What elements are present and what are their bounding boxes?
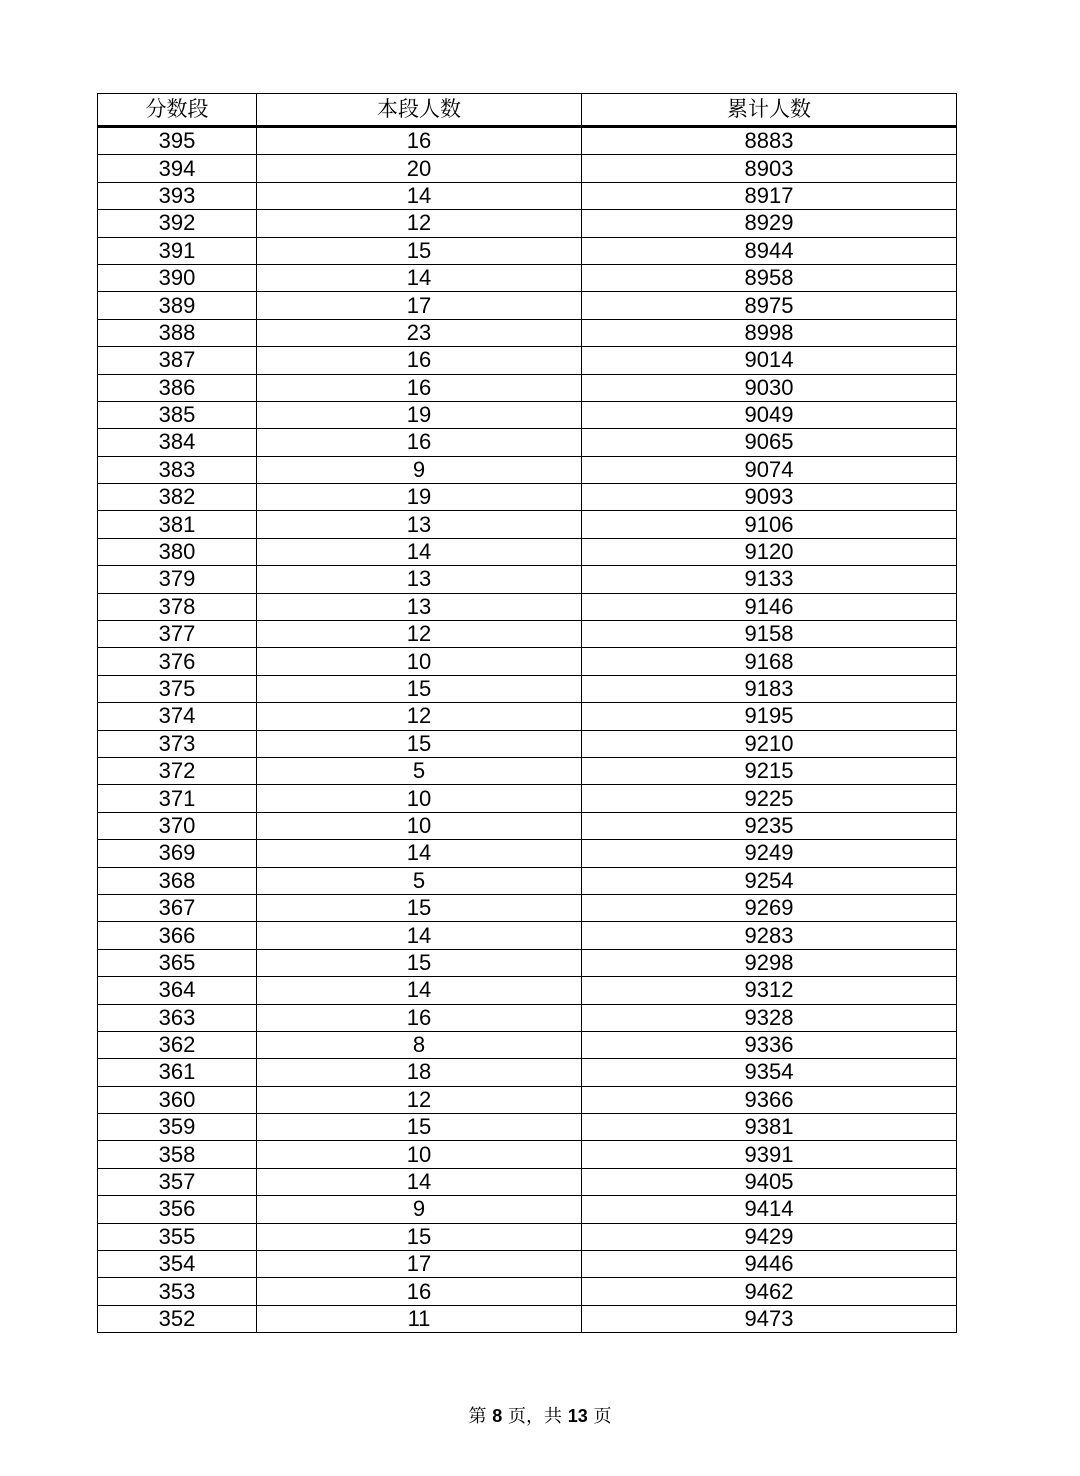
cell-score-range: 376 <box>98 648 257 675</box>
cell-cumulative-count: 8975 <box>582 292 957 319</box>
cell-score-range: 358 <box>98 1141 257 1168</box>
cell-cumulative-count: 9405 <box>582 1168 957 1195</box>
table-row <box>98 1114 957 1141</box>
table-row <box>98 867 957 894</box>
table-row <box>98 840 957 867</box>
table-row <box>98 182 957 209</box>
header-segment-count: 本段人数 <box>257 94 582 127</box>
cell-cumulative-count: 9354 <box>582 1059 957 1086</box>
cell-segment-count: 14 <box>257 1168 582 1195</box>
cell-cumulative-count: 9414 <box>582 1196 957 1223</box>
cell-cumulative-count: 9328 <box>582 1004 957 1031</box>
cell-segment-count: 15 <box>257 1223 582 1250</box>
table-row <box>98 127 957 155</box>
cell-score-range: 384 <box>98 429 257 456</box>
table-row <box>98 703 957 730</box>
cell-cumulative-count: 9225 <box>582 785 957 812</box>
cell-score-range: 353 <box>98 1278 257 1305</box>
cell-segment-count: 9 <box>257 1196 582 1223</box>
cell-score-range: 382 <box>98 484 257 511</box>
cell-cumulative-count: 9336 <box>582 1031 957 1058</box>
cell-cumulative-count: 8917 <box>582 182 957 209</box>
cell-cumulative-count: 9298 <box>582 949 957 976</box>
cell-segment-count: 15 <box>257 675 582 702</box>
cell-score-range: 390 <box>98 264 257 291</box>
cell-score-range: 354 <box>98 1251 257 1278</box>
cell-score-range: 370 <box>98 812 257 839</box>
cell-score-range: 372 <box>98 757 257 784</box>
cell-cumulative-count: 9215 <box>582 757 957 784</box>
table-row <box>98 1141 957 1168</box>
table-row <box>98 264 957 291</box>
cell-segment-count: 13 <box>257 593 582 620</box>
cell-segment-count: 13 <box>257 511 582 538</box>
table-row <box>98 1168 957 1195</box>
table-row <box>98 292 957 319</box>
cell-segment-count: 16 <box>257 1004 582 1031</box>
cell-cumulative-count: 9074 <box>582 456 957 483</box>
cell-segment-count: 5 <box>257 757 582 784</box>
cell-score-range: 385 <box>98 401 257 428</box>
cell-cumulative-count: 9235 <box>582 812 957 839</box>
footer-middle: 页，共 <box>507 1406 562 1427</box>
cell-segment-count: 14 <box>257 182 582 209</box>
table-row <box>98 1278 957 1305</box>
cell-cumulative-count: 9473 <box>582 1305 957 1332</box>
table-row <box>98 894 957 921</box>
cell-segment-count: 12 <box>257 1086 582 1113</box>
cell-score-range: 375 <box>98 675 257 702</box>
cell-score-range: 392 <box>98 210 257 237</box>
cell-score-range: 364 <box>98 977 257 1004</box>
cell-cumulative-count: 9146 <box>582 593 957 620</box>
cell-score-range: 356 <box>98 1196 257 1223</box>
cell-segment-count: 19 <box>257 401 582 428</box>
cell-segment-count: 10 <box>257 785 582 812</box>
cell-score-range: 377 <box>98 621 257 648</box>
cell-cumulative-count: 9183 <box>582 675 957 702</box>
table-row <box>98 675 957 702</box>
cell-segment-count: 12 <box>257 210 582 237</box>
cell-score-range: 352 <box>98 1305 257 1332</box>
cell-cumulative-count: 9462 <box>582 1278 957 1305</box>
cell-segment-count: 14 <box>257 840 582 867</box>
table-row <box>98 949 957 976</box>
table-row <box>98 538 957 565</box>
cell-score-range: 359 <box>98 1114 257 1141</box>
cell-cumulative-count: 8958 <box>582 264 957 291</box>
cell-segment-count: 10 <box>257 812 582 839</box>
current-page-number: 8 <box>492 1406 503 1426</box>
table-row <box>98 374 957 401</box>
cell-score-range: 371 <box>98 785 257 812</box>
cell-cumulative-count: 9312 <box>582 977 957 1004</box>
cell-score-range: 391 <box>98 237 257 264</box>
cell-segment-count: 16 <box>257 127 582 155</box>
cell-score-range: 379 <box>98 566 257 593</box>
page-footer <box>0 1402 1080 1428</box>
cell-score-range: 369 <box>98 840 257 867</box>
total-page-number: 13 <box>567 1406 588 1426</box>
cell-segment-count: 8 <box>257 1031 582 1058</box>
cell-segment-count: 14 <box>257 977 582 1004</box>
cell-cumulative-count: 8929 <box>582 210 957 237</box>
cell-cumulative-count: 9014 <box>582 347 957 374</box>
table-row <box>98 593 957 620</box>
cell-cumulative-count: 9283 <box>582 922 957 949</box>
cell-segment-count: 17 <box>257 292 582 319</box>
cell-score-range: 360 <box>98 1086 257 1113</box>
cell-cumulative-count: 9168 <box>582 648 957 675</box>
cell-score-range: 387 <box>98 347 257 374</box>
cell-score-range: 363 <box>98 1004 257 1031</box>
cell-score-range: 357 <box>98 1168 257 1195</box>
table-row <box>98 1305 957 1332</box>
cell-cumulative-count: 8903 <box>582 155 957 182</box>
table-row <box>98 977 957 1004</box>
cell-cumulative-count: 9269 <box>582 894 957 921</box>
cell-cumulative-count: 9210 <box>582 730 957 757</box>
cell-score-range: 386 <box>98 374 257 401</box>
table-row <box>98 812 957 839</box>
cell-cumulative-count: 9381 <box>582 1114 957 1141</box>
cell-score-range: 355 <box>98 1223 257 1250</box>
cell-cumulative-count: 9391 <box>582 1141 957 1168</box>
cell-segment-count: 12 <box>257 621 582 648</box>
table-row <box>98 155 957 182</box>
cell-segment-count: 5 <box>257 867 582 894</box>
cell-cumulative-count: 9093 <box>582 484 957 511</box>
cell-score-range: 393 <box>98 182 257 209</box>
table-row <box>98 1059 957 1086</box>
cell-cumulative-count: 9366 <box>582 1086 957 1113</box>
table-row <box>98 1031 957 1058</box>
table-row <box>98 757 957 784</box>
cell-cumulative-count: 9106 <box>582 511 957 538</box>
cell-score-range: 368 <box>98 867 257 894</box>
table-row <box>98 1086 957 1113</box>
table-row <box>98 1004 957 1031</box>
cell-cumulative-count: 9249 <box>582 840 957 867</box>
cell-cumulative-count: 8883 <box>582 127 957 155</box>
cell-segment-count: 19 <box>257 484 582 511</box>
cell-score-range: 367 <box>98 894 257 921</box>
table-row <box>98 401 957 428</box>
cell-cumulative-count: 9195 <box>582 703 957 730</box>
cell-cumulative-count: 9429 <box>582 1223 957 1250</box>
table-row <box>98 648 957 675</box>
cell-segment-count: 14 <box>257 922 582 949</box>
table-row <box>98 566 957 593</box>
header-row <box>98 94 957 127</box>
cell-score-range: 389 <box>98 292 257 319</box>
table-row <box>98 922 957 949</box>
cell-score-range: 374 <box>98 703 257 730</box>
cell-segment-count: 14 <box>257 538 582 565</box>
cell-score-range: 361 <box>98 1059 257 1086</box>
header-score-range: 分数段 <box>98 94 257 127</box>
cell-score-range: 362 <box>98 1031 257 1058</box>
table-body <box>98 127 957 1333</box>
cell-segment-count: 15 <box>257 237 582 264</box>
cell-score-range: 366 <box>98 922 257 949</box>
cell-segment-count: 16 <box>257 1278 582 1305</box>
cell-segment-count: 23 <box>257 319 582 346</box>
cell-segment-count: 16 <box>257 347 582 374</box>
cell-cumulative-count: 9446 <box>582 1251 957 1278</box>
cell-cumulative-count: 9254 <box>582 867 957 894</box>
table-row <box>98 237 957 264</box>
score-distribution-table <box>97 93 957 1333</box>
table-row <box>98 319 957 346</box>
cell-cumulative-count: 9065 <box>582 429 957 456</box>
cell-segment-count: 14 <box>257 264 582 291</box>
table-row <box>98 1251 957 1278</box>
cell-segment-count: 20 <box>257 155 582 182</box>
cell-cumulative-count: 9049 <box>582 401 957 428</box>
table-row <box>98 484 957 511</box>
cell-score-range: 395 <box>98 127 257 155</box>
cell-segment-count: 11 <box>257 1305 582 1332</box>
cell-cumulative-count: 9120 <box>582 538 957 565</box>
cell-segment-count: 15 <box>257 1114 582 1141</box>
table-header <box>98 94 957 127</box>
cell-score-range: 373 <box>98 730 257 757</box>
cell-segment-count: 13 <box>257 566 582 593</box>
cell-segment-count: 9 <box>257 456 582 483</box>
cell-cumulative-count: 8944 <box>582 237 957 264</box>
table-row <box>98 1223 957 1250</box>
table-row <box>98 456 957 483</box>
cell-segment-count: 10 <box>257 1141 582 1168</box>
cell-cumulative-count: 8998 <box>582 319 957 346</box>
cell-segment-count: 15 <box>257 949 582 976</box>
cell-segment-count: 15 <box>257 730 582 757</box>
cell-score-range: 378 <box>98 593 257 620</box>
footer-prefix: 第 <box>468 1406 487 1427</box>
table-row <box>98 511 957 538</box>
cell-cumulative-count: 9133 <box>582 566 957 593</box>
header-cumulative-count: 累计人数 <box>582 94 957 127</box>
table-row <box>98 785 957 812</box>
cell-segment-count: 18 <box>257 1059 582 1086</box>
cell-cumulative-count: 9158 <box>582 621 957 648</box>
cell-score-range: 383 <box>98 456 257 483</box>
cell-segment-count: 16 <box>257 429 582 456</box>
table-row <box>98 621 957 648</box>
table-row <box>98 1196 957 1223</box>
cell-cumulative-count: 9030 <box>582 374 957 401</box>
table-row <box>98 429 957 456</box>
cell-segment-count: 17 <box>257 1251 582 1278</box>
table-row <box>98 347 957 374</box>
cell-score-range: 381 <box>98 511 257 538</box>
table-row <box>98 730 957 757</box>
cell-score-range: 394 <box>98 155 257 182</box>
cell-segment-count: 12 <box>257 703 582 730</box>
footer-suffix: 页 <box>593 1406 612 1427</box>
cell-score-range: 365 <box>98 949 257 976</box>
cell-segment-count: 16 <box>257 374 582 401</box>
table-row <box>98 210 957 237</box>
cell-score-range: 388 <box>98 319 257 346</box>
cell-segment-count: 10 <box>257 648 582 675</box>
cell-segment-count: 15 <box>257 894 582 921</box>
cell-score-range: 380 <box>98 538 257 565</box>
